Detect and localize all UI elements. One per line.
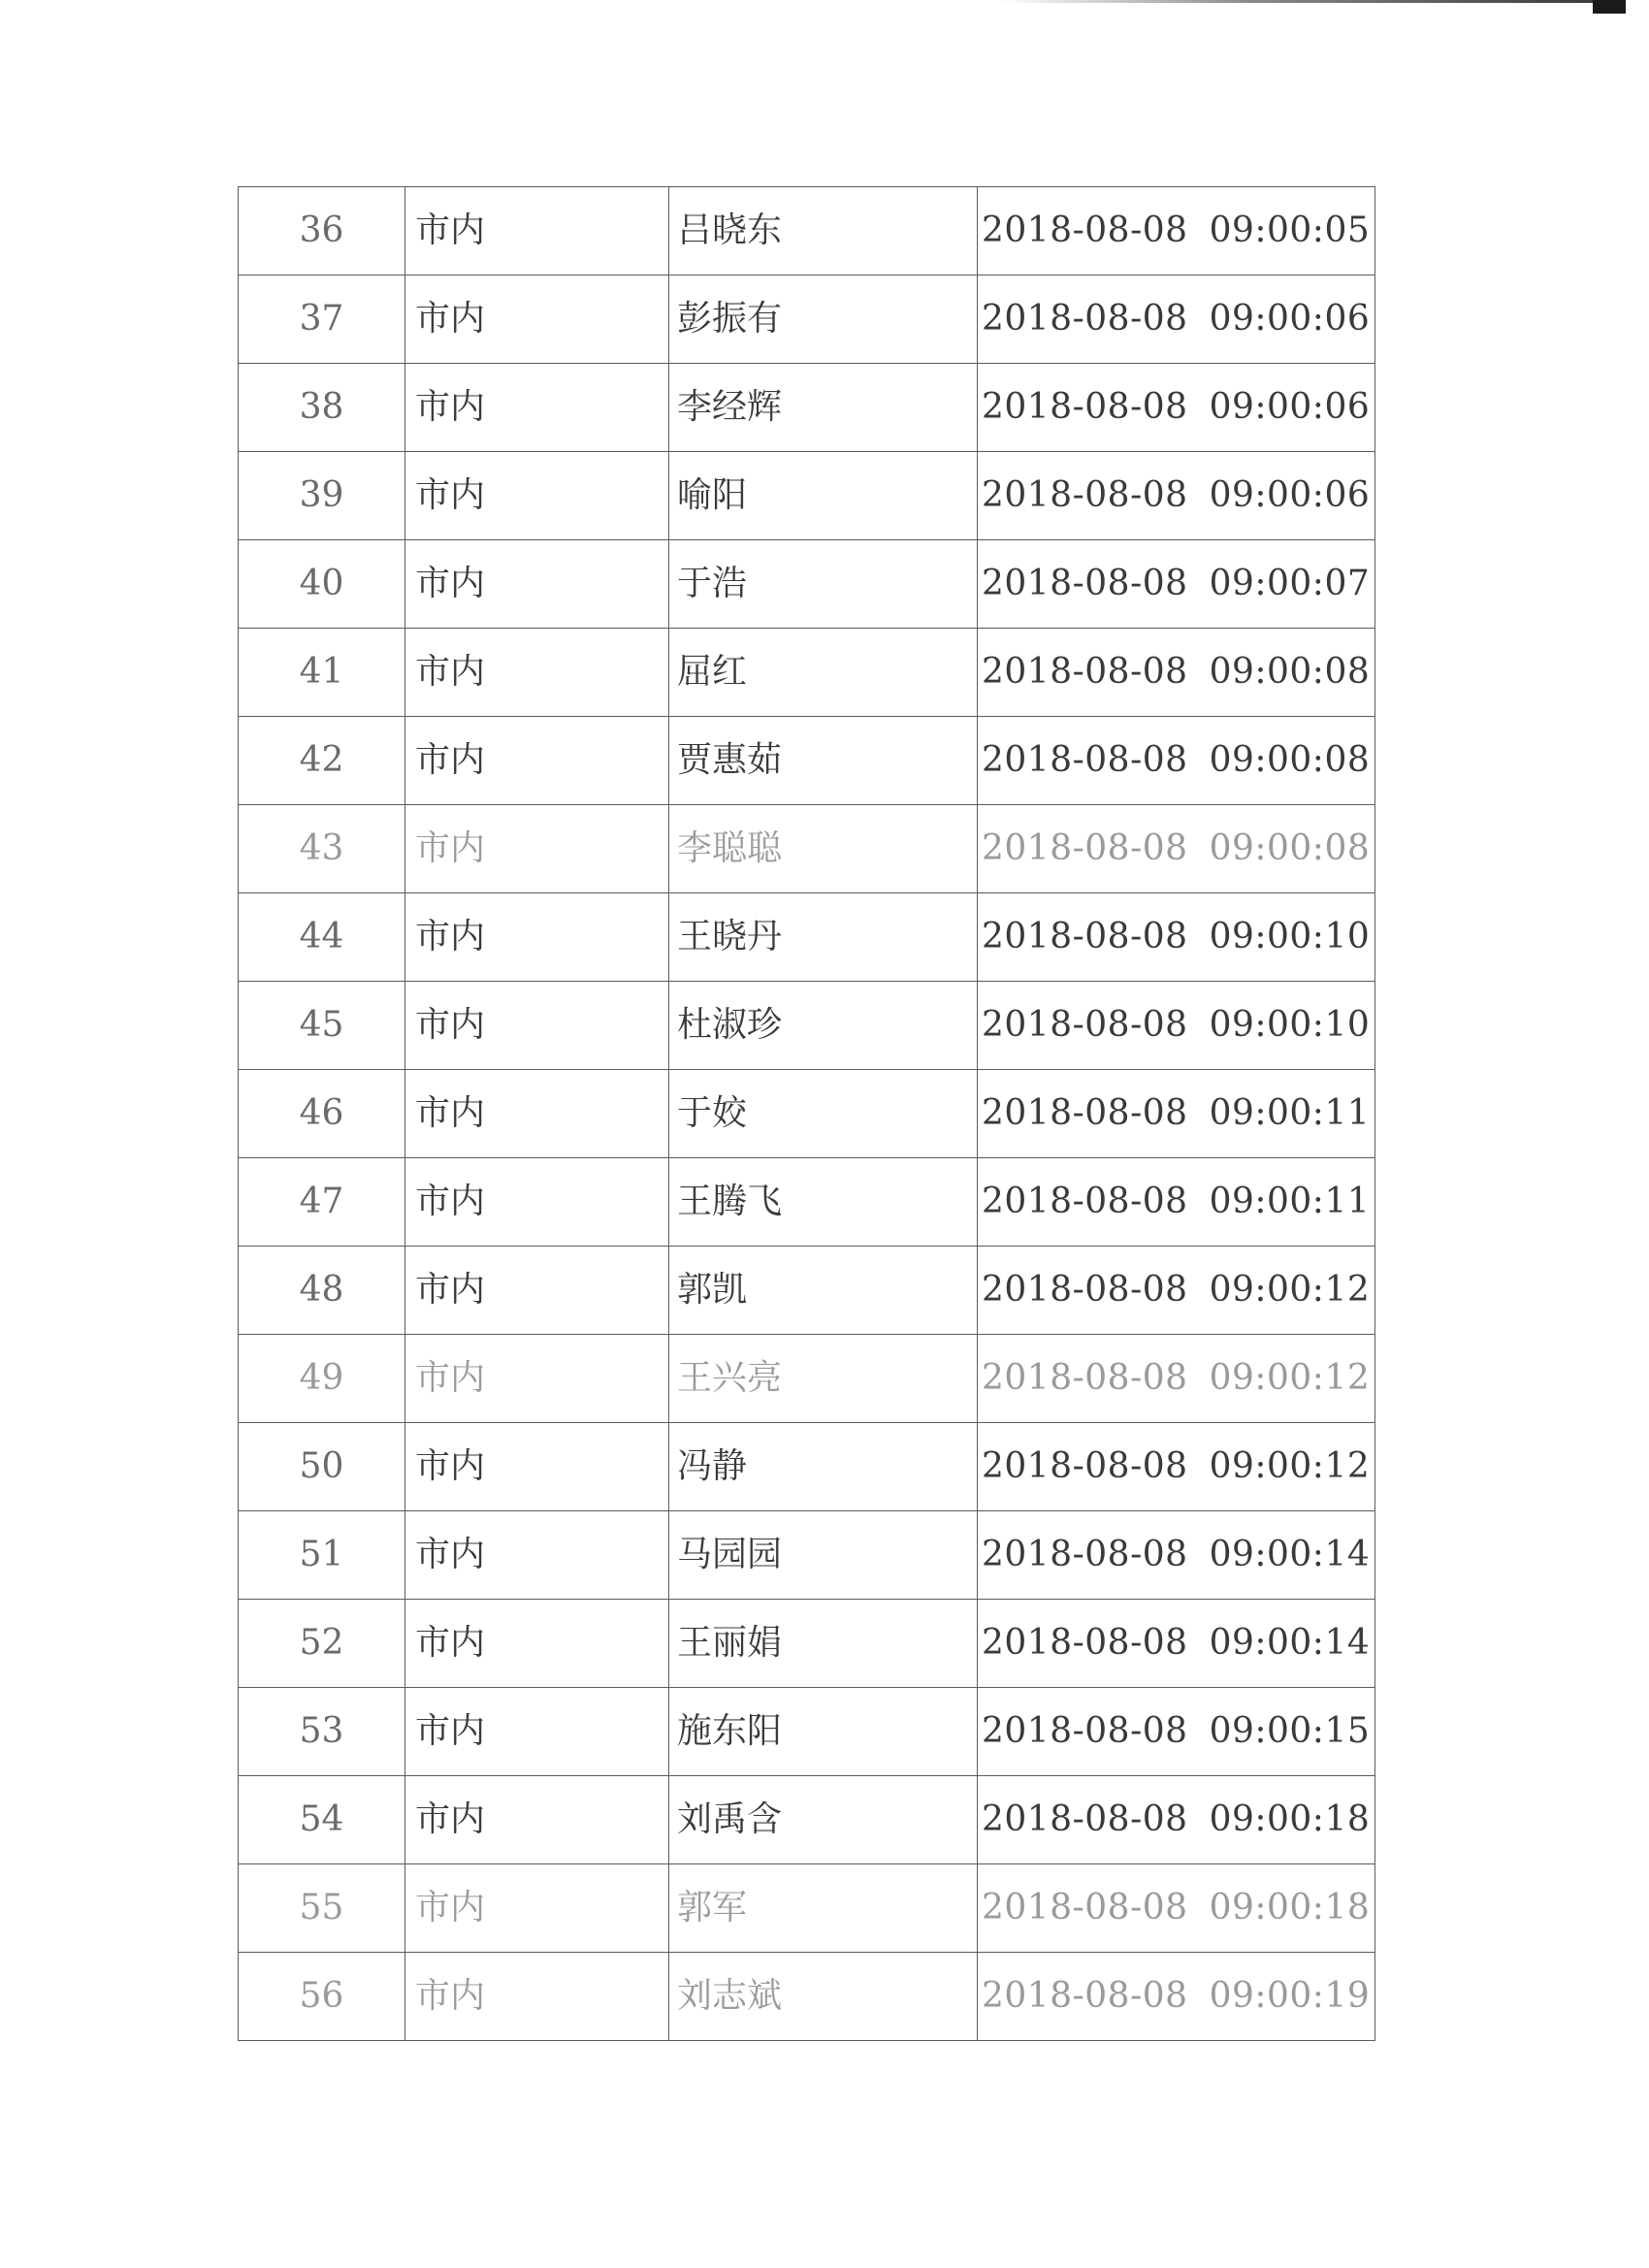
row-area: 市内 <box>405 1247 669 1335</box>
row-number: 50 <box>239 1423 405 1511</box>
table-row <box>239 364 1375 452</box>
row-number: 47 <box>239 1158 405 1247</box>
row-number: 51 <box>239 1511 405 1600</box>
row-timestamp <box>978 452 1375 540</box>
table-row <box>239 1511 1375 1600</box>
row-date: 2018-08-08 <box>982 917 1188 956</box>
table-row <box>239 275 1375 364</box>
row-name: 郭凯 <box>669 1247 978 1335</box>
row-date: 2018-08-08 <box>982 1446 1188 1486</box>
row-timestamp <box>978 1688 1375 1776</box>
table-row <box>239 893 1375 982</box>
row-name: 刘禹含 <box>669 1776 978 1864</box>
row-name: 王丽娟 <box>669 1600 978 1688</box>
scan-corner-mark <box>1593 0 1626 14</box>
row-date: 2018-08-08 <box>982 1005 1188 1045</box>
row-date: 2018-08-08 <box>982 299 1188 339</box>
row-date: 2018-08-08 <box>982 652 1188 692</box>
row-name: 贾惠茹 <box>669 717 978 805</box>
row-area: 市内 <box>405 717 669 805</box>
row-name: 王晓丹 <box>669 893 978 982</box>
row-area: 市内 <box>405 1158 669 1247</box>
row-area: 市内 <box>405 540 669 629</box>
row-number: 36 <box>239 187 405 275</box>
row-time: 09:00:06 <box>1209 299 1371 339</box>
row-area: 市内 <box>405 275 669 364</box>
row-timestamp <box>978 1953 1375 2041</box>
row-number: 45 <box>239 982 405 1070</box>
table-row <box>239 1423 1375 1511</box>
row-timestamp <box>978 1864 1375 1953</box>
row-number: 38 <box>239 364 405 452</box>
row-name: 冯静 <box>669 1423 978 1511</box>
row-timestamp <box>978 1335 1375 1423</box>
row-timestamp <box>978 629 1375 717</box>
row-number: 53 <box>239 1688 405 1776</box>
row-area: 市内 <box>405 1423 669 1511</box>
row-number: 41 <box>239 629 405 717</box>
row-timestamp <box>978 717 1375 805</box>
row-date: 2018-08-08 <box>982 1093 1188 1133</box>
row-timestamp <box>978 364 1375 452</box>
row-timestamp <box>978 893 1375 982</box>
row-date: 2018-08-08 <box>982 387 1188 427</box>
row-name: 杜淑珍 <box>669 982 978 1070</box>
row-name: 王腾飞 <box>669 1158 978 1247</box>
row-date: 2018-08-08 <box>982 1623 1188 1663</box>
row-area: 市内 <box>405 452 669 540</box>
row-area: 市内 <box>405 982 669 1070</box>
row-number: 46 <box>239 1070 405 1158</box>
row-date: 2018-08-08 <box>982 740 1188 780</box>
scan-top-edge <box>999 0 1620 3</box>
row-time: 09:00:15 <box>1209 1711 1371 1751</box>
table-row <box>239 1688 1375 1776</box>
row-time: 09:00:06 <box>1209 475 1371 515</box>
row-number: 42 <box>239 717 405 805</box>
row-time: 09:00:08 <box>1209 652 1371 692</box>
row-number: 48 <box>239 1247 405 1335</box>
row-time: 09:00:08 <box>1209 828 1371 868</box>
row-number: 37 <box>239 275 405 364</box>
row-number: 44 <box>239 893 405 982</box>
row-time: 09:00:18 <box>1209 1888 1371 1928</box>
row-timestamp <box>978 1070 1375 1158</box>
row-area: 市内 <box>405 1688 669 1776</box>
row-date: 2018-08-08 <box>982 1799 1188 1839</box>
row-number: 40 <box>239 540 405 629</box>
row-time: 09:00:08 <box>1209 740 1371 780</box>
row-time: 09:00:12 <box>1209 1358 1371 1398</box>
row-area: 市内 <box>405 1600 669 1688</box>
row-timestamp <box>978 982 1375 1070</box>
row-area: 市内 <box>405 1864 669 1953</box>
row-number: 55 <box>239 1864 405 1953</box>
row-time: 09:00:11 <box>1209 1093 1371 1133</box>
row-name: 吕晓东 <box>669 187 978 275</box>
table-row <box>239 1070 1375 1158</box>
table-row <box>239 452 1375 540</box>
row-date: 2018-08-08 <box>982 1182 1188 1221</box>
row-time: 09:00:12 <box>1209 1270 1371 1310</box>
row-date: 2018-08-08 <box>982 1711 1188 1751</box>
row-number: 49 <box>239 1335 405 1423</box>
table-row <box>239 717 1375 805</box>
row-number: 56 <box>239 1953 405 2041</box>
row-number: 43 <box>239 805 405 893</box>
row-time: 09:00:06 <box>1209 387 1371 427</box>
table-row <box>239 1158 1375 1247</box>
table-row <box>239 1335 1375 1423</box>
row-time: 09:00:19 <box>1209 1976 1371 2016</box>
row-time: 09:00:07 <box>1209 564 1371 603</box>
row-number: 52 <box>239 1600 405 1688</box>
row-area: 市内 <box>405 1511 669 1600</box>
row-timestamp <box>978 1158 1375 1247</box>
row-area: 市内 <box>405 1070 669 1158</box>
row-date: 2018-08-08 <box>982 475 1188 515</box>
row-timestamp <box>978 1423 1375 1511</box>
row-date: 2018-08-08 <box>982 1535 1188 1574</box>
row-name: 施东阳 <box>669 1688 978 1776</box>
row-time: 09:00:18 <box>1209 1799 1371 1839</box>
row-area: 市内 <box>405 1335 669 1423</box>
table-row <box>239 187 1375 275</box>
row-name: 马园园 <box>669 1511 978 1600</box>
row-timestamp <box>978 275 1375 364</box>
row-name: 喻阳 <box>669 452 978 540</box>
table-row <box>239 1953 1375 2041</box>
row-number: 39 <box>239 452 405 540</box>
row-time: 09:00:14 <box>1209 1535 1371 1574</box>
table-row <box>239 1864 1375 1953</box>
row-timestamp <box>978 1776 1375 1864</box>
row-time: 09:00:14 <box>1209 1623 1371 1663</box>
row-name: 于浩 <box>669 540 978 629</box>
row-time: 09:00:12 <box>1209 1446 1371 1486</box>
row-area: 市内 <box>405 1776 669 1864</box>
row-timestamp <box>978 805 1375 893</box>
table-row <box>239 629 1375 717</box>
row-area: 市内 <box>405 364 669 452</box>
row-area: 市内 <box>405 187 669 275</box>
row-time: 09:00:05 <box>1209 211 1371 250</box>
table-row <box>239 805 1375 893</box>
row-timestamp <box>978 187 1375 275</box>
table-row <box>239 1247 1375 1335</box>
row-name: 于姣 <box>669 1070 978 1158</box>
row-timestamp <box>978 1511 1375 1600</box>
row-date: 2018-08-08 <box>982 1888 1188 1928</box>
row-date: 2018-08-08 <box>982 1270 1188 1310</box>
table-row <box>239 540 1375 629</box>
row-area: 市内 <box>405 629 669 717</box>
row-area: 市内 <box>405 893 669 982</box>
row-timestamp <box>978 1600 1375 1688</box>
row-area: 市内 <box>405 805 669 893</box>
table-row <box>239 982 1375 1070</box>
registration-table <box>238 186 1375 2041</box>
row-date: 2018-08-08 <box>982 211 1188 250</box>
row-name: 李经辉 <box>669 364 978 452</box>
row-number: 54 <box>239 1776 405 1864</box>
row-date: 2018-08-08 <box>982 564 1188 603</box>
row-timestamp <box>978 540 1375 629</box>
row-name: 彭振有 <box>669 275 978 364</box>
row-time: 09:00:10 <box>1209 1005 1371 1045</box>
row-time: 09:00:11 <box>1209 1182 1371 1221</box>
row-name: 刘志斌 <box>669 1953 978 2041</box>
row-date: 2018-08-08 <box>982 1358 1188 1398</box>
row-timestamp <box>978 1247 1375 1335</box>
row-name: 郭军 <box>669 1864 978 1953</box>
row-date: 2018-08-08 <box>982 828 1188 868</box>
row-name: 李聪聪 <box>669 805 978 893</box>
table-row <box>239 1600 1375 1688</box>
row-name: 屈红 <box>669 629 978 717</box>
row-date: 2018-08-08 <box>982 1976 1188 2016</box>
row-name: 王兴亮 <box>669 1335 978 1423</box>
row-area: 市内 <box>405 1953 669 2041</box>
row-time: 09:00:10 <box>1209 917 1371 956</box>
table-row <box>239 1776 1375 1864</box>
